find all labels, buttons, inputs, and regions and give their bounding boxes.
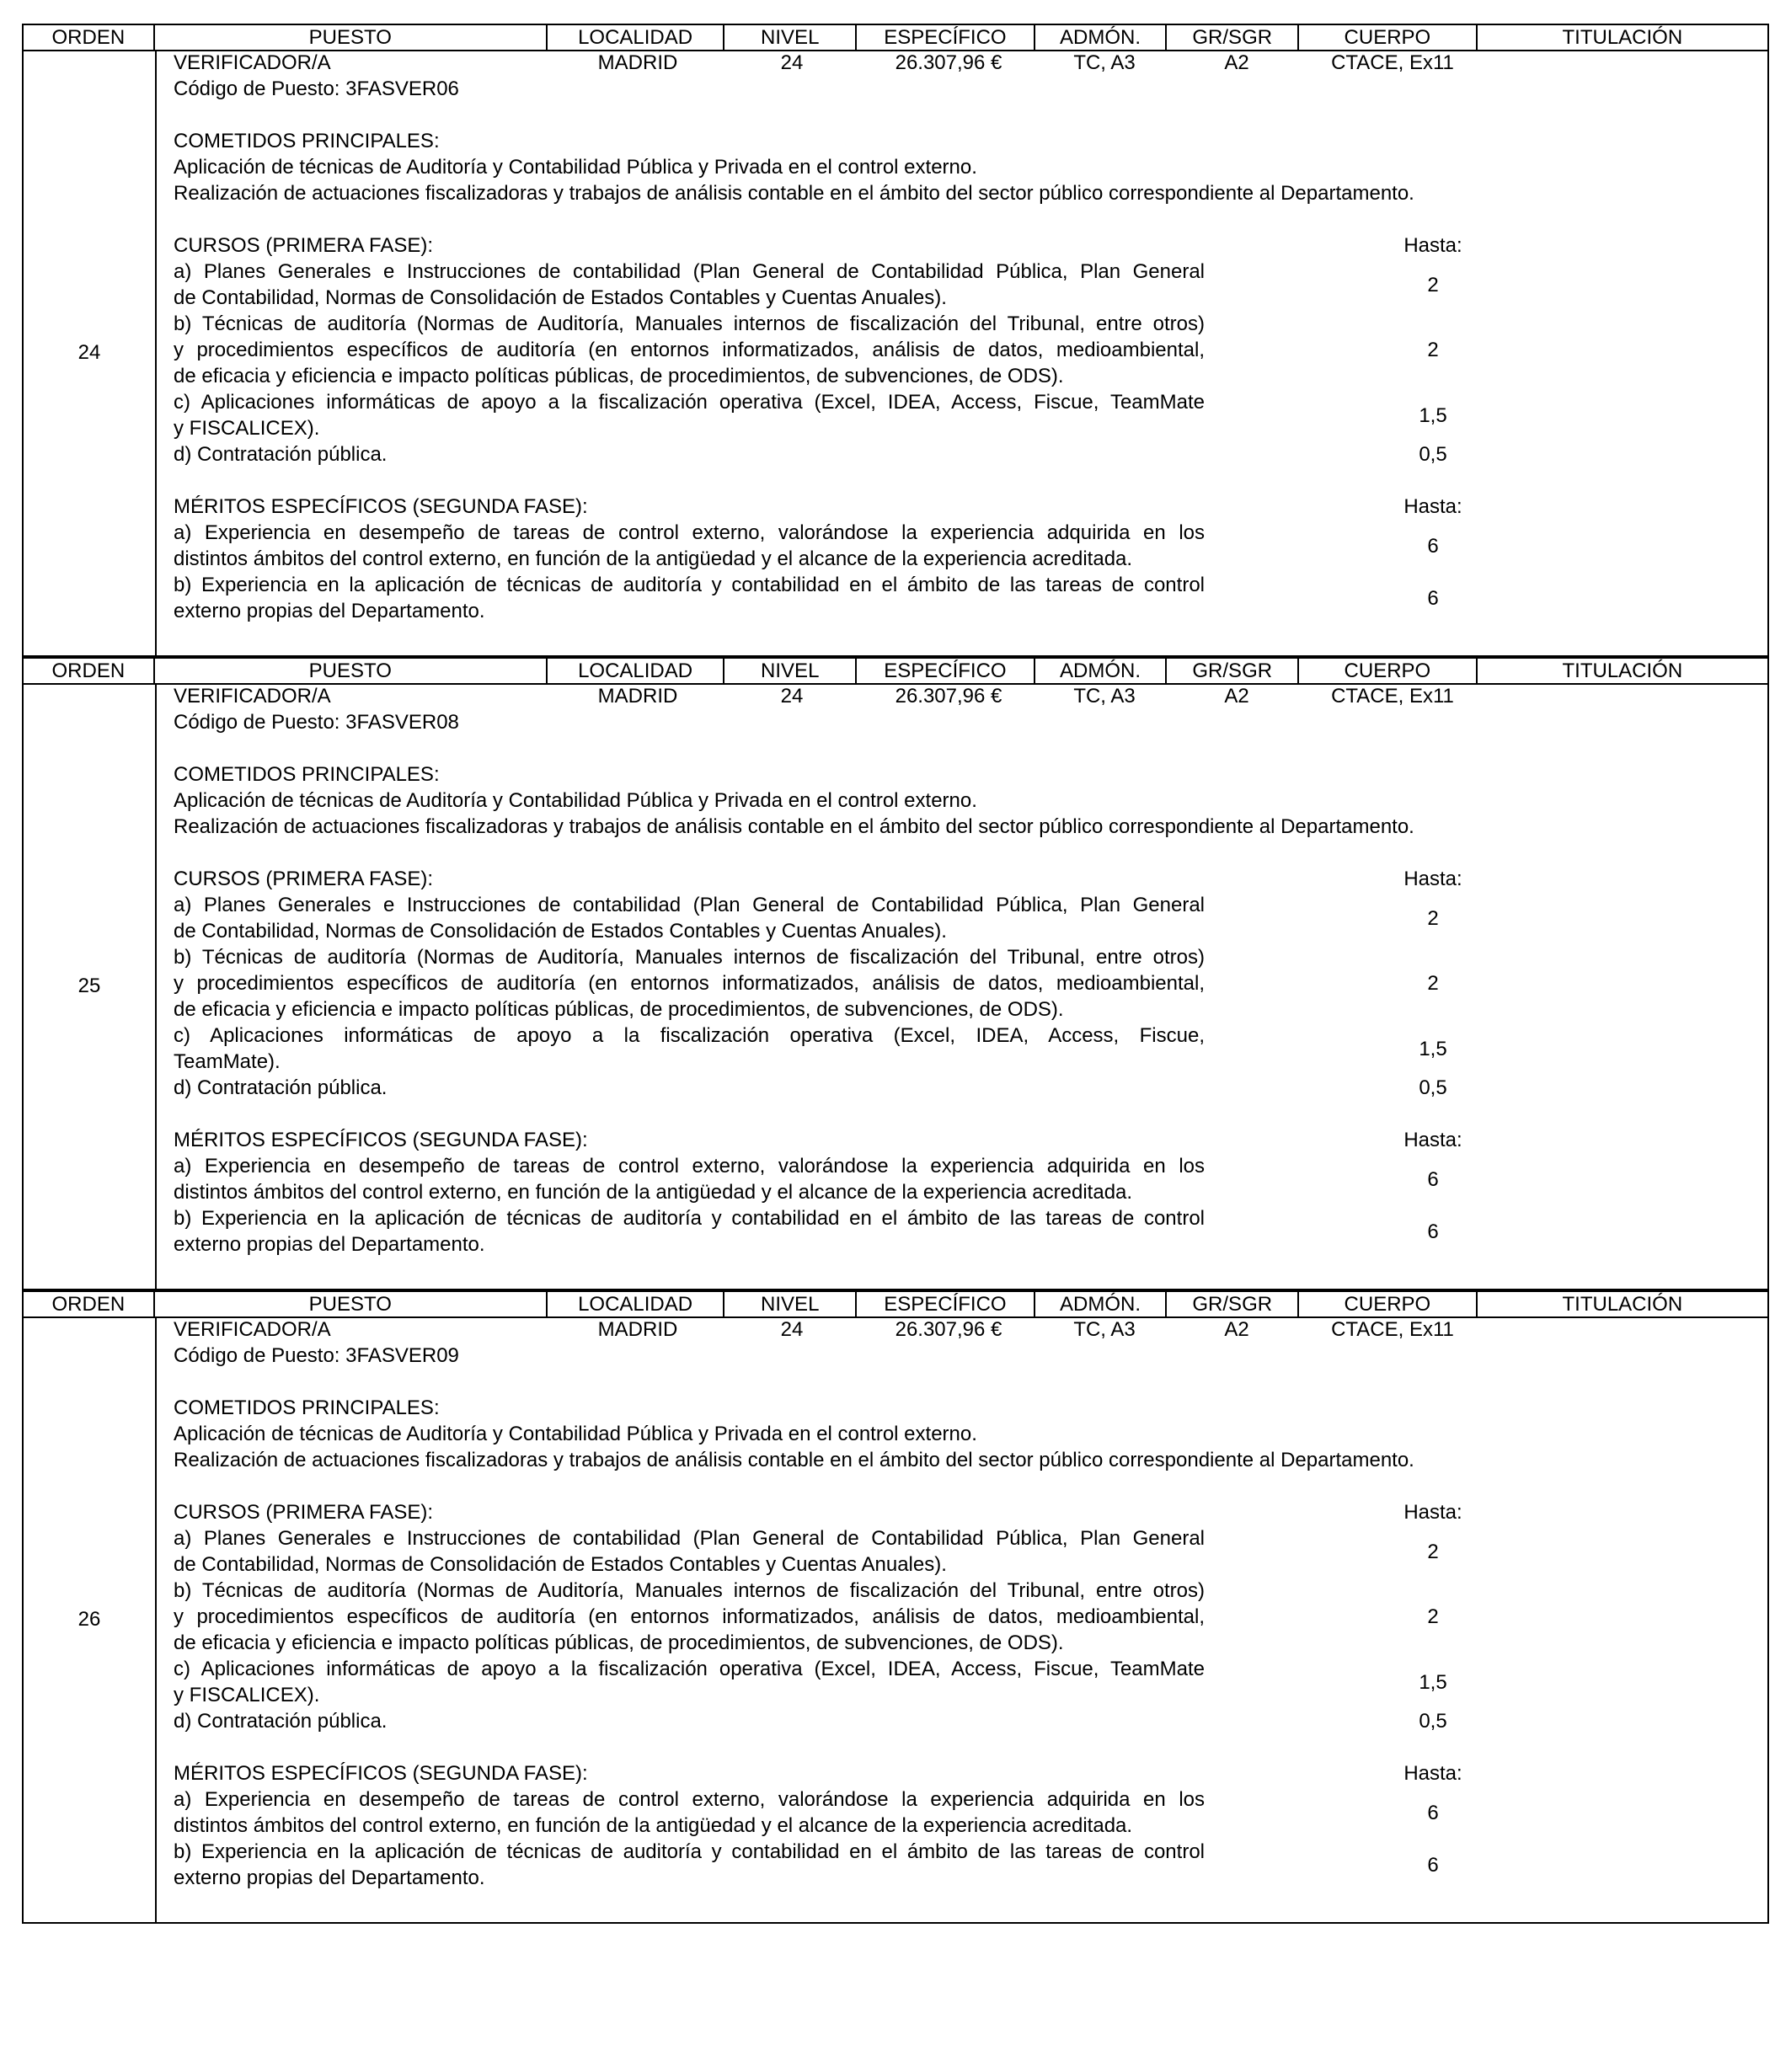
hasta-label: Hasta: [1403, 234, 1462, 257]
column-divider [155, 1316, 157, 1922]
header-titulacion: TITULACIÓN [1562, 660, 1683, 682]
cursos-heading: CURSOS (PRIMERA FASE): [174, 1501, 434, 1524]
curso-points: 0,5 [1419, 443, 1447, 466]
curso-line: de Contabilidad, Normas de Consolidación de Estados Contables y Cuentas Anuales). [174, 920, 947, 943]
job-detail-cell [22, 683, 1769, 1290]
field-especifico: 26.307,96 € [895, 1318, 1002, 1341]
curso-line: d) Contratación pública. [174, 443, 388, 466]
field-especifico: 26.307,96 € [895, 51, 1002, 74]
curso-line: TeamMate). [174, 1050, 281, 1073]
codigo-puesto: Código de Puesto: 3FASVER08 [174, 711, 459, 734]
curso-points: 0,5 [1419, 1710, 1447, 1733]
field-localidad: MADRID [597, 51, 678, 74]
header-orden: ORDEN [24, 25, 155, 50]
column-divider [155, 683, 157, 1289]
hasta-label: Hasta: [1403, 868, 1462, 890]
curso-points: 1,5 [1419, 1670, 1447, 1694]
header-localidad: LOCALIDAD [548, 25, 725, 50]
header-especifico: ESPECÍFICO [857, 659, 1035, 683]
curso-points: 2 [1427, 1540, 1439, 1563]
merito-points: 6 [1427, 586, 1439, 610]
curso-line: de eficacia y eficiencia e impacto políticas públicas, de procedimientos, de subvenciones, de ODS). [174, 998, 1064, 1021]
field-nivel: 24 [780, 1318, 804, 1341]
cometidos-heading: COMETIDOS PRINCIPALES: [174, 130, 440, 152]
header-cuerpo: CUERPO [1299, 25, 1478, 50]
job-entry-26 [22, 1290, 1769, 1924]
curso-line: a) Planes Generales e Instrucciones de contabilidad (Plan General de Contabilidad Pública, Plan General [174, 1527, 1205, 1550]
hasta-label: Hasta: [1403, 1501, 1462, 1524]
merito-line: distintos ámbitos del control externo, en función de la antigüedad y el alcance de la experiencia acreditada. [174, 1181, 1133, 1204]
table-header-row [22, 1290, 1769, 1318]
codigo-puesto: Código de Puesto: 3FASVER09 [174, 1344, 459, 1367]
cometidos-heading: COMETIDOS PRINCIPALES: [174, 1396, 440, 1419]
header-puesto: PUESTO [155, 25, 548, 50]
cometido-line: Realización de actuaciones fiscalizadoras y trabajos de análisis contable en el ámbito del sector público correspondiente al Departamento. [174, 815, 1414, 838]
field-admon: TC, A3 [1073, 51, 1136, 74]
curso-line: c) Aplicaciones informáticas de apoyo a la fiscalización operativa (Excel, IDEA, Access, Fiscue, TeamMate [174, 391, 1205, 414]
header-especifico: ESPECÍFICO [857, 1292, 1035, 1316]
hasta-label: Hasta: [1403, 1129, 1462, 1151]
header-admon: ADMÓN. [1035, 25, 1168, 50]
hasta-label: Hasta: [1403, 1762, 1462, 1785]
puesto-title: VERIFICADOR/A [174, 1318, 331, 1341]
puesto-title: VERIFICADOR/A [174, 685, 331, 708]
job-detail-cell [22, 1316, 1769, 1924]
curso-line: d) Contratación pública. [174, 1076, 388, 1099]
cursos-heading: CURSOS (PRIMERA FASE): [174, 868, 434, 890]
field-localidad: MADRID [597, 1318, 678, 1341]
curso-line: b) Técnicas de auditoría (Normas de Auditoría, Manuales internos de fiscalización del Tribunal, entre otros) [174, 946, 1205, 969]
header-gr-sgr: GR/SGR [1167, 1292, 1299, 1316]
merito-points: 6 [1427, 1801, 1439, 1824]
header-localidad: LOCALIDAD [548, 1292, 725, 1316]
meritos-heading: MÉRITOS ESPECÍFICOS (SEGUNDA FASE): [174, 495, 588, 518]
header-nivel: NIVEL [724, 25, 857, 50]
header-orden: ORDEN [24, 659, 155, 683]
cursos-heading: CURSOS (PRIMERA FASE): [174, 234, 434, 257]
curso-line: y FISCALICEX). [174, 1684, 320, 1706]
header-admon: ADMÓN. [1035, 659, 1168, 683]
field-grupo: A2 [1224, 685, 1249, 708]
curso-line: a) Planes Generales e Instrucciones de contabilidad (Plan General de Contabilidad Pública, Plan General [174, 260, 1205, 283]
cometidos-heading: COMETIDOS PRINCIPALES: [174, 763, 440, 786]
job-detail-cell [22, 50, 1769, 657]
cometido-line: Aplicación de técnicas de Auditoría y Contabilidad Pública y Privada en el control externo. [174, 156, 977, 179]
header-localidad: LOCALIDAD [548, 659, 725, 683]
puesto-title: VERIFICADOR/A [174, 51, 331, 74]
merito-line: a) Experiencia en desempeño de tareas de control externo, valorándose la experiencia adquirida en los [174, 1155, 1205, 1178]
curso-points: 1,5 [1419, 1037, 1447, 1060]
cometido-line: Realización de actuaciones fiscalizadoras y trabajos de análisis contable en el ámbito del sector público correspondiente al Departamento. [174, 182, 1414, 205]
hasta-label: Hasta: [1403, 495, 1462, 518]
merito-line: b) Experiencia en la aplicación de técnicas de auditoría y contabilidad en el ámbito de las tareas de control [174, 1207, 1205, 1230]
header-cuerpo: CUERPO [1299, 1292, 1478, 1316]
curso-line: d) Contratación pública. [174, 1710, 388, 1733]
header-admon: ADMÓN. [1035, 1292, 1168, 1316]
header-nivel: NIVEL [724, 659, 857, 683]
field-admon: TC, A3 [1073, 685, 1136, 708]
field-cuerpo: CTACE, Ex11 [1331, 1318, 1454, 1341]
header-titulacion: TITULACIÓN [1562, 1293, 1683, 1316]
cometido-line: Aplicación de técnicas de Auditoría y Contabilidad Pública y Privada en el control externo. [174, 1423, 977, 1445]
curso-line: de eficacia y eficiencia e impacto políticas públicas, de procedimientos, de subvenciones, de ODS). [174, 1631, 1064, 1654]
curso-line: de Contabilidad, Normas de Consolidación de Estados Contables y Cuentas Anuales). [174, 1553, 947, 1576]
merito-line: b) Experiencia en la aplicación de técnicas de auditoría y contabilidad en el ámbito de las tareas de control [174, 1840, 1205, 1863]
meritos-heading: MÉRITOS ESPECÍFICOS (SEGUNDA FASE): [174, 1762, 588, 1785]
header-especifico: ESPECÍFICO [857, 25, 1035, 50]
field-grupo: A2 [1224, 1318, 1249, 1341]
merito-line: distintos ámbitos del control externo, en función de la antigüedad y el alcance de la experiencia acreditada. [174, 547, 1133, 570]
job-listing-document [22, 24, 1769, 1924]
field-nivel: 24 [780, 685, 804, 708]
field-especifico: 26.307,96 € [895, 685, 1002, 708]
curso-points: 2 [1427, 1605, 1439, 1628]
curso-line: y procedimientos específicos de auditoría (en entornos informatizados, análisis de datos, medioambiental, [174, 972, 1205, 995]
job-entry-25 [22, 657, 1769, 1290]
curso-line: y procedimientos específicos de auditoría (en entornos informatizados, análisis de datos, medioambiental, [174, 339, 1205, 361]
merito-line: b) Experiencia en la aplicación de técnicas de auditoría y contabilidad en el ámbito de las tareas de control [174, 574, 1205, 596]
field-cuerpo: CTACE, Ex11 [1331, 685, 1454, 708]
merito-line: externo propias del Departamento. [174, 1233, 485, 1256]
curso-points: 1,5 [1419, 403, 1447, 427]
header-gr-sgr: GR/SGR [1167, 659, 1299, 683]
curso-line: b) Técnicas de auditoría (Normas de Auditoría, Manuales internos de fiscalización del Tribunal, entre otros) [174, 1579, 1205, 1602]
orden-number: 25 [78, 974, 101, 997]
header-titulacion: TITULACIÓN [1562, 26, 1683, 49]
merito-line: externo propias del Departamento. [174, 600, 485, 622]
curso-line: a) Planes Generales e Instrucciones de contabilidad (Plan General de Contabilidad Pública, Plan General [174, 894, 1205, 916]
header-cuerpo: CUERPO [1299, 659, 1478, 683]
curso-line: de eficacia y eficiencia e impacto políticas públicas, de procedimientos, de subvenciones, de ODS). [174, 365, 1064, 387]
merito-points: 6 [1427, 1220, 1439, 1243]
meritos-heading: MÉRITOS ESPECÍFICOS (SEGUNDA FASE): [174, 1129, 588, 1151]
codigo-puesto: Código de Puesto: 3FASVER06 [174, 77, 459, 100]
curso-line: c) Aplicaciones informáticas de apoyo a la fiscalización operativa (Excel, IDEA, Access, Fiscue, TeamMate [174, 1658, 1205, 1680]
curso-line: b) Técnicas de auditoría (Normas de Auditoría, Manuales internos de fiscalización del Tribunal, entre otros) [174, 312, 1205, 335]
orden-number: 24 [78, 340, 101, 364]
field-admon: TC, A3 [1073, 1318, 1136, 1341]
field-nivel: 24 [780, 51, 804, 74]
field-localidad: MADRID [597, 685, 678, 708]
table-header-row [22, 657, 1769, 685]
merito-line: externo propias del Departamento. [174, 1866, 485, 1889]
header-orden: ORDEN [24, 1292, 155, 1316]
merito-points: 6 [1427, 1167, 1439, 1191]
header-puesto: PUESTO [155, 659, 548, 683]
field-grupo: A2 [1224, 51, 1249, 74]
curso-points: 0,5 [1419, 1076, 1447, 1099]
curso-line: y procedimientos específicos de auditoría (en entornos informatizados, análisis de datos, medioambiental, [174, 1605, 1205, 1628]
curso-points: 2 [1427, 972, 1439, 995]
header-puesto: PUESTO [155, 1292, 548, 1316]
table-header-row [22, 24, 1769, 51]
header-gr-sgr: GR/SGR [1167, 25, 1299, 50]
orden-number: 26 [78, 1607, 101, 1631]
column-divider [155, 50, 157, 655]
curso-line: y FISCALICEX). [174, 417, 320, 440]
curso-points: 2 [1427, 339, 1439, 361]
job-entry-24 [22, 24, 1769, 657]
merito-points: 6 [1427, 534, 1439, 558]
cometido-line: Aplicación de técnicas de Auditoría y Contabilidad Pública y Privada en el control externo. [174, 789, 977, 812]
merito-line: a) Experiencia en desempeño de tareas de control externo, valorándose la experiencia adquirida en los [174, 1788, 1205, 1811]
merito-points: 6 [1427, 1853, 1439, 1877]
curso-points: 2 [1427, 906, 1439, 930]
curso-points: 2 [1427, 273, 1439, 296]
header-nivel: NIVEL [724, 1292, 857, 1316]
curso-line: c) Aplicaciones informáticas de apoyo a la fiscalización operativa (Excel, IDEA, Access, Fiscue, [174, 1024, 1205, 1047]
field-cuerpo: CTACE, Ex11 [1331, 51, 1454, 74]
cometido-line: Realización de actuaciones fiscalizadoras y trabajos de análisis contable en el ámbito del sector público correspondiente al Departamento. [174, 1449, 1414, 1471]
curso-line: de Contabilidad, Normas de Consolidación de Estados Contables y Cuentas Anuales). [174, 286, 947, 309]
merito-line: distintos ámbitos del control externo, en función de la antigüedad y el alcance de la experiencia acreditada. [174, 1814, 1133, 1837]
merito-line: a) Experiencia en desempeño de tareas de control externo, valorándose la experiencia adquirida en los [174, 521, 1205, 544]
